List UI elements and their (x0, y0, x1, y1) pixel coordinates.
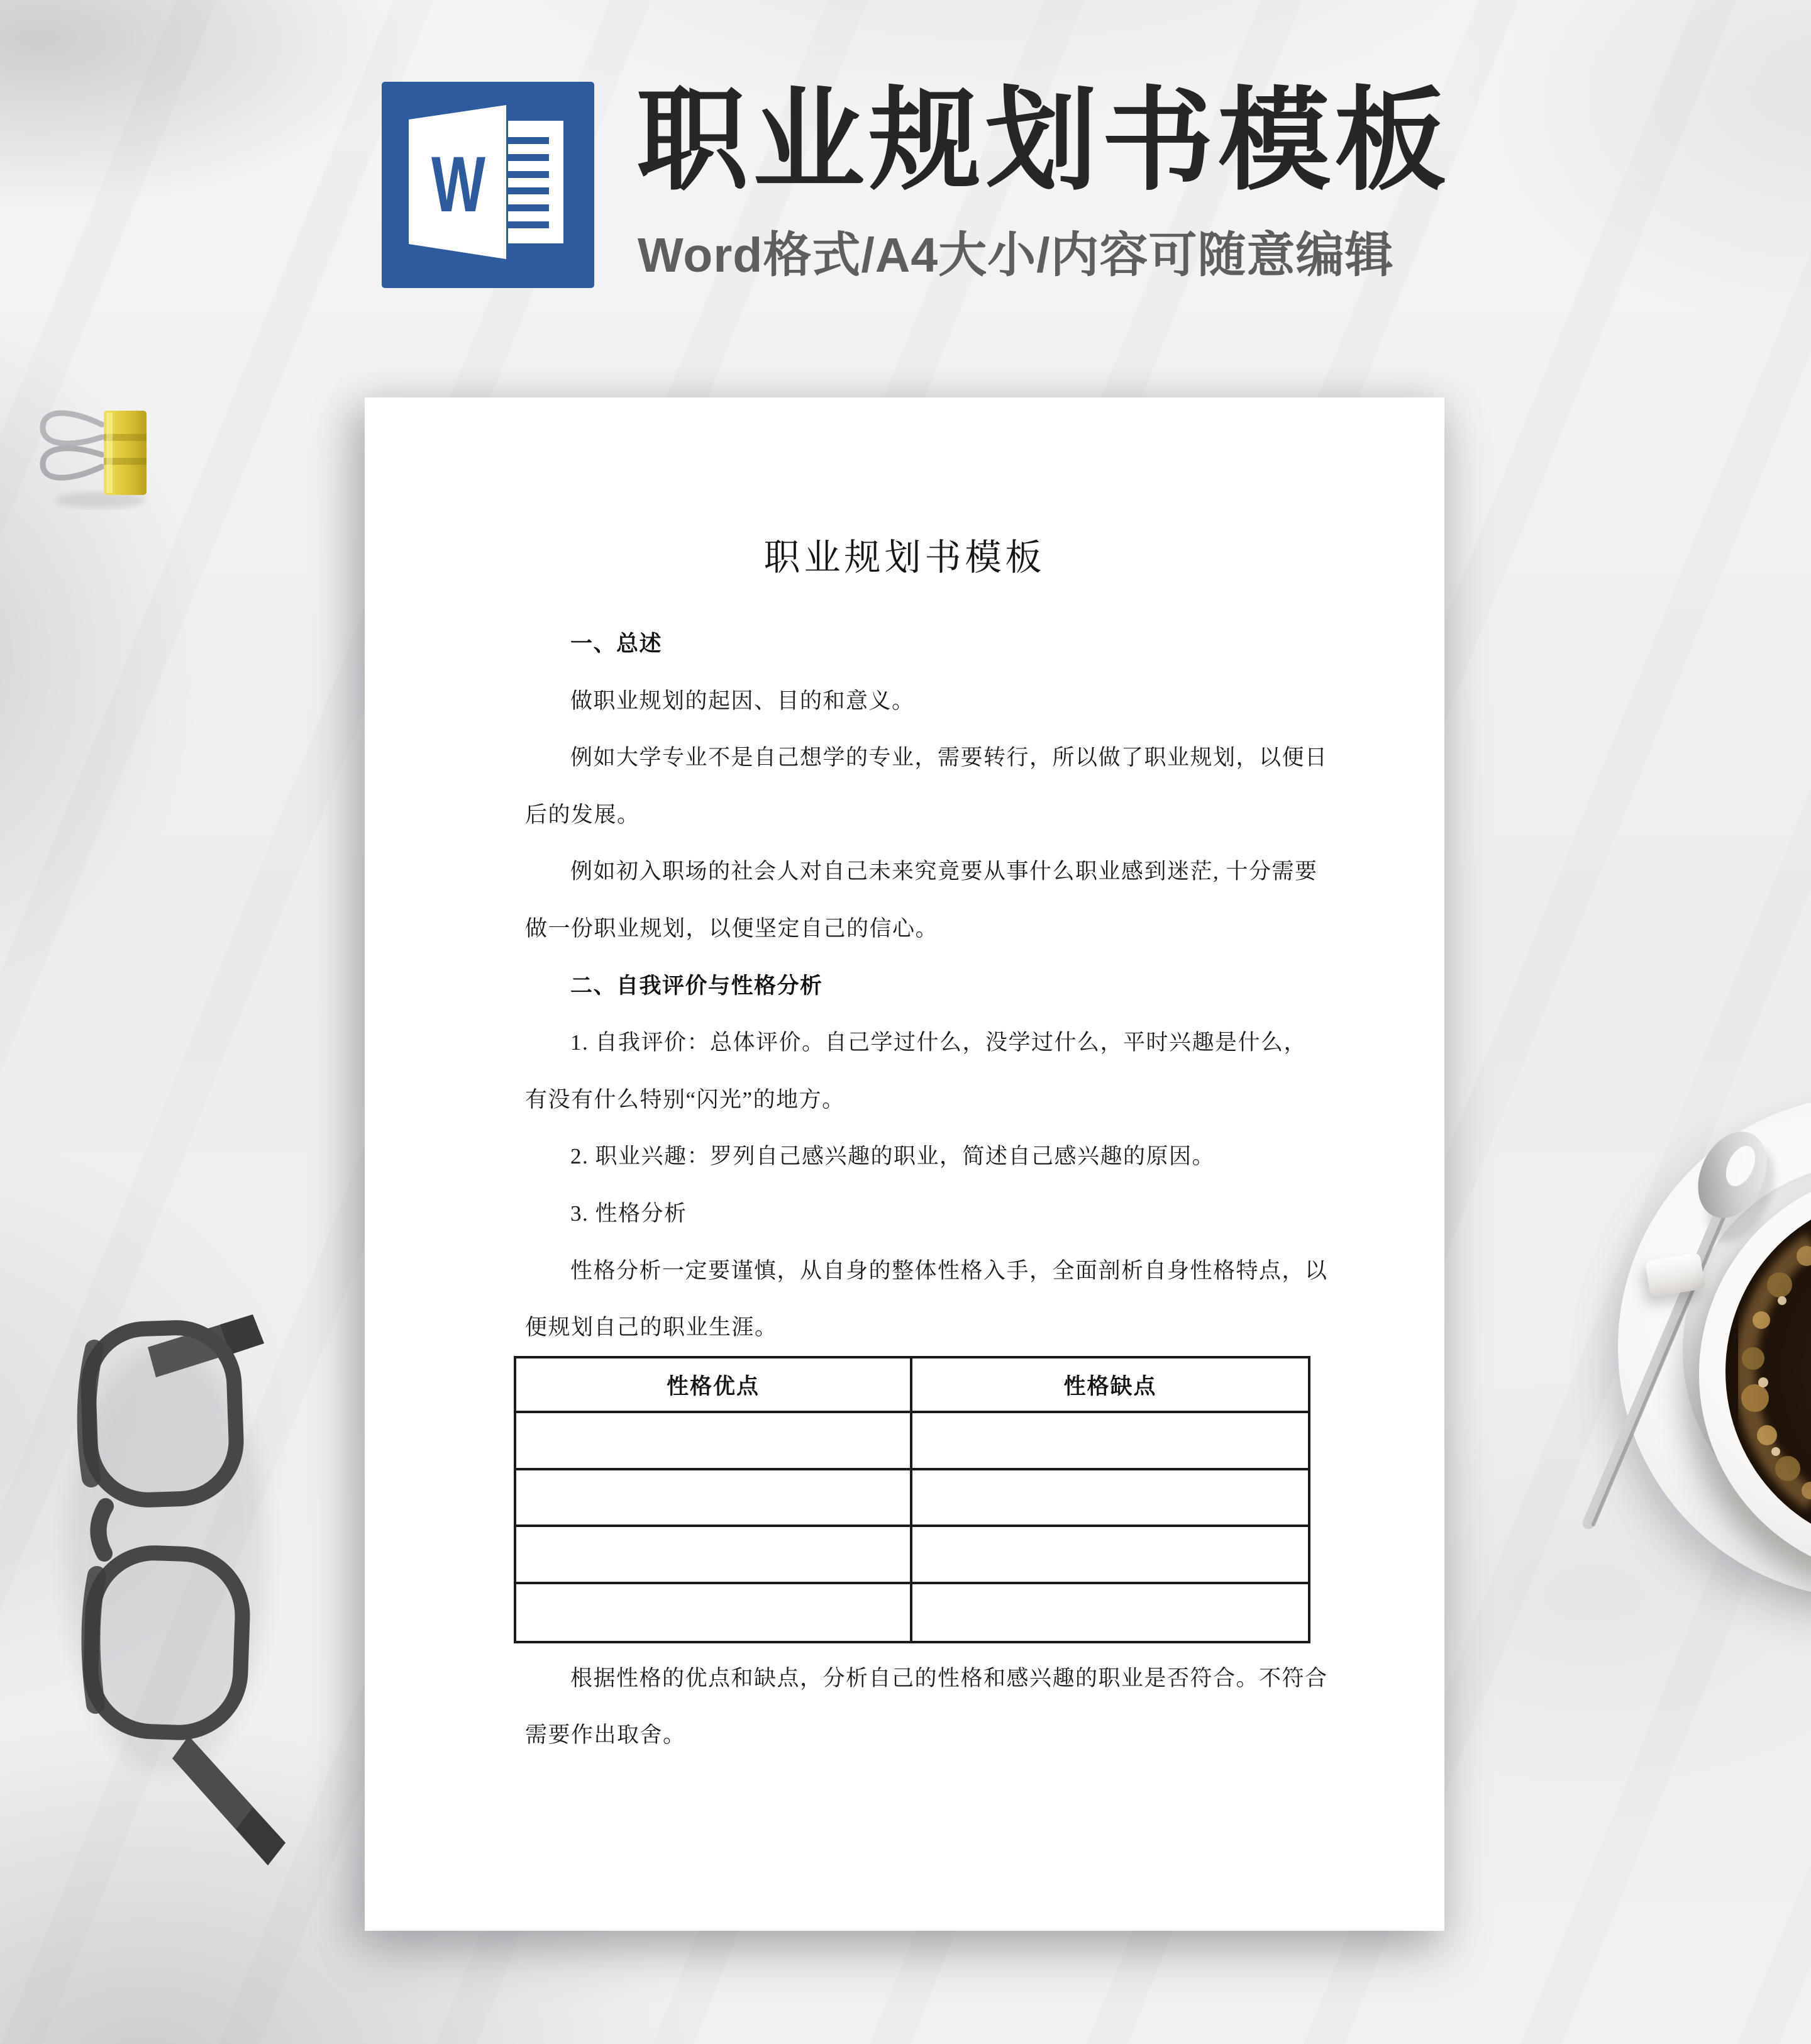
product-subtitle: Word格式/A4大小/内容可随意编辑 (638, 228, 1394, 282)
glasses-lens-top (86, 1326, 238, 1502)
binder-clip-decor (19, 371, 163, 516)
word-logo-icon (382, 82, 594, 288)
glasses-brow-bar-bottom (91, 1575, 97, 1704)
table-cell-empty (516, 1527, 912, 1584)
header-banner (0, 0, 1811, 327)
product-title: 职业规划书模板 (636, 78, 1451, 203)
table-cell-empty (912, 1413, 1308, 1470)
table-header-weaknesses: 性格缺点 (912, 1358, 1308, 1413)
table-cell-empty (912, 1527, 1308, 1584)
doc-title: 职业规划书模板 (763, 537, 1046, 578)
coffee-surface (1725, 1194, 1811, 1550)
binder-clip-wire-lower (43, 448, 102, 478)
doc-line: 性格分析一定要谨慎，从自身的整体性格入手，全面剖析自身性格特点，以 (570, 1258, 1328, 1283)
doc-line: 1. 自我评价：总体评价。自己学过什么，没学过什么，平时兴趣是什么， (570, 1030, 1307, 1055)
doc-line: 后的发展。 (525, 803, 640, 827)
glasses-decor (31, 1289, 327, 1893)
doc-line: 2. 职业兴趣：罗列自己感兴趣的职业，简述自己感兴趣的原因。 (570, 1144, 1216, 1169)
table-cell-empty (516, 1413, 912, 1470)
doc-line: 例如初入职场的社会人对自己未来究竟要从事什么职业感到迷茫, 十分需要 (570, 859, 1318, 884)
doc-line: 做一份职业规划，以便坚定自己的信心。 (525, 916, 939, 941)
doc-line: 例如大学专业不是自己想学的专业，需要转行，所以做了职业规划，以便日 (570, 745, 1328, 770)
table-cell-empty (912, 1470, 1308, 1528)
doc-line: 便规划自己的职业生涯。 (525, 1315, 778, 1340)
doc-line: 有没有什么特别“闪光”的地方。 (525, 1087, 845, 1112)
word-logo-letter: W (431, 141, 486, 228)
table-header-strengths: 性格优点 (516, 1358, 912, 1413)
table-cell-empty (912, 1584, 1308, 1641)
document-page (365, 397, 1444, 1931)
doc-line: 需要作出取舍。 (525, 1723, 686, 1747)
doc-line: 3. 性格分析 (570, 1201, 687, 1226)
personality-table (514, 1356, 1310, 1643)
binder-clip-wire-upper (43, 413, 102, 443)
binder-clip-highlight (106, 413, 113, 493)
doc-line: 根据性格的优点和缺点，分析自己的性格和感兴趣的职业是否符合。不符合 (570, 1666, 1328, 1691)
doc-line: 做职业规划的起因、目的和意义。 (570, 689, 915, 713)
glasses-brow-bar-top (87, 1349, 94, 1478)
table-cell-empty (516, 1470, 912, 1528)
glasses-lens-bottom (89, 1551, 245, 1735)
glasses-bridge (98, 1506, 106, 1553)
doc-line: 二、自我评价与性格分析 (570, 974, 823, 998)
coffee-crema (1725, 1194, 1811, 1550)
table-cell-empty (516, 1584, 912, 1641)
doc-line: 一、总述 (570, 631, 663, 656)
